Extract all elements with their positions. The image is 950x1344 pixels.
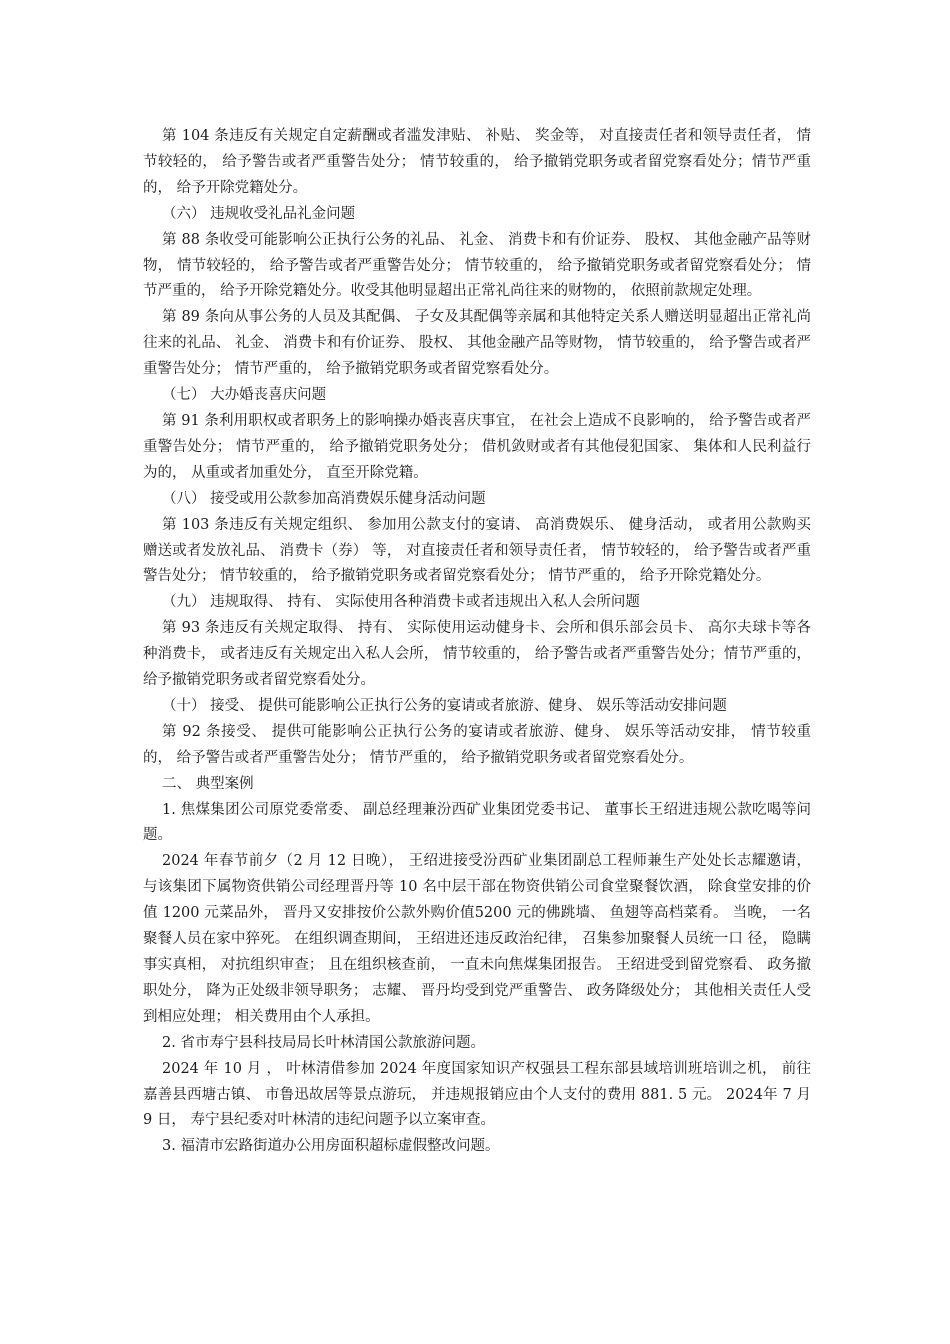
section-heading-6: （六） 违规收受礼品礼金问题 [162,205,356,222]
article-93-paragraph: 第 93 条违反有关规定取得、 持有、 实际使用运动健身卡、会所和俱乐部会员卡、 高尔夫球卡等各种消费卡， 或者违反有关规定出入私人会所， 情节较重的， 给予警告或者严重警告处分；情节严重的， 给予撤销党职务或者留党察看处分。 [143,620,811,689]
section-heading-8: （八） 接受或用公款参加高消费娱乐健身活动问题 [162,490,486,507]
section-heading-cases: 二、 典型案例 [162,775,254,792]
article-91-paragraph: 第 91 条利用职权或者职务上的影响操办婚丧喜庆事宜， 在社会上造成不良影响的， 给予警告或者严重警告处分； 情节严重的， 给予撤销党职务处分； 借机敛财或者有其他侵犯国家、 集体和人民利益行为的， 从重或者加重处分， 直至开除党籍。 [143,412,811,481]
case-2-body: 2024 年 10 月 ， 叶林清借参加 2024 年度国家知识产权强县工程东部县域培训班培训之机， 前往嘉善县西塘古镇、 市鲁迅故居等景点游玩， 并违规报销应由个人支付的费用 881. 5 元。 2024年 7 月 9 日， 寿宁县纪委对叶林清的违纪问题予以立案审查。 [143,1060,811,1129]
section-heading-9: （九） 违规取得、 持有、 实际使用各种消费卡或者违规出入私人会所问题 [162,594,640,611]
article-104-paragraph: 第 104 条违反有关规定自定薪酬或者滥发津贴、 补贴、 奖金等， 对直接责任者和领导责任者， 情节较轻的， 给予警告或者严重警告处分； 情节较重的， 给予撤销党职务或者留党察看处分；情节严重的， 给予开除党籍处分。 [143,128,811,196]
article-89-paragraph: 第 89 条向从事公务的人员及其配偶、 子女及其配偶等亲属和其他特定关系人赠送明显超出正常礼尚往来的礼品、 礼金、 消费卡和有价证券、 股权、 其他金融产品等财物， 情节较重的， 给予警告或者严重警告处分； 情节严重的， 给予撤销党职务或者留党察看处分。 [143,309,811,378]
article-103-paragraph: 第 103 条违反有关规定组织、 参加用公款支付的宴请、 高消费娱乐、 健身活动， 或者用公款购买赠送或者发放礼品、 消费卡（券） 等， 对直接责任者和领导责任者， 情节较轻的， 给予警告或者严重警告处分； 情节较重的， 给予撤销党职务或者留党察看处分； 情节严重的， 给予开除党籍处分。 [143,516,811,585]
article-88-paragraph: 第 88 条收受可能影响公正执行公务的礼品、 礼金、 消费卡和有价证券、 股权、 其他金融产品等财物， 情节较轻的， 给予警告或者严重警告处分； 情节较重的， 给予撤销党职务或者留党察看处分； 情节严重的， 给予开除党籍处分。收受其他明显超出正常礼尚往来的财物的， 依照前款规定处理。 [143,231,811,300]
case-2-title: 2. 省市寿宁县科技局局长叶林清国公款旅游问题。 [162,1034,485,1051]
section-heading-10: （十） 接受、 提供可能影响公正执行公务的宴请或者旅游、健身、 娱乐等活动安排问题 [162,697,727,714]
section-heading-7: （七） 大办婚丧喜庆问题 [162,387,327,404]
case-1-body: 2024 年春节前夕（2 月 12 日晚）， 王绍进接受汾西矿业集团副总工程师兼生产处处长志耀邀请， 与该集团下属物资供销公司经理晋丹等 10 名中层干部在物资供销公司食堂聚餐饮酒， 除食堂安排的价值 1200 元菜品外， 晋丹又安排按价公款外购价值5200 元的佛跳墙、 鱼翅等高档菜肴。 当晚， 一名聚餐人员在家中猝死。 在组织调查期间， 王绍进还违反政治纪律， 召集参加聚餐人员统一口 径， 隐瞒事实真相， 对抗组织审查； 且在组织核查前， 一直未向焦煤集团报告。 王绍进受到留党察看、 政务撤职处分， 降为正处级非领导职务； 志耀、 晋丹均受到党严重警告、 政务降级处分； 其他相关责任人受到相应处理； 相关费用由个人承担。 [143,853,811,1025]
article-92-paragraph: 第 92 条接受、 提供可能影响公正执行公务的宴请或者旅游、健身、 娱乐等活动安排， 情节较重的， 给予警告或者严重警告处分； 情节严重的， 给予撤销党职务或者留党察看处分。 [143,723,811,766]
case-3-title: 3. 福清市宏路街道办公用房面积超标虚假整改问题。 [162,1138,500,1155]
case-1-title: 1. 焦煤集团公司原党委常委、 副总经理兼汾西矿业集团党委书记、 董事长王绍进违规公款吃喝等问题。 [143,801,811,844]
document-page [143,124,811,1160]
